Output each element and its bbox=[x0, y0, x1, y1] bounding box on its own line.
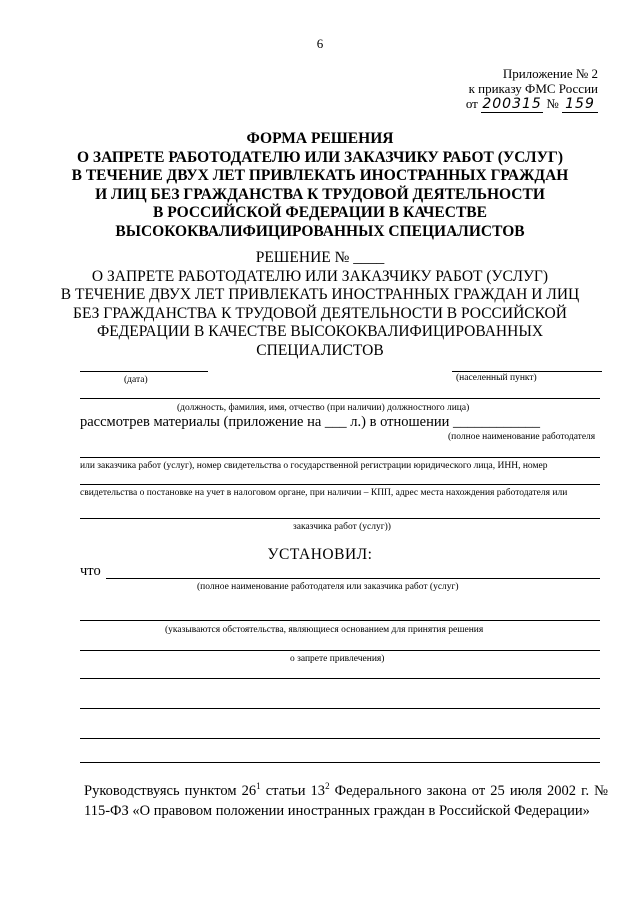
circumstances-caption: (указываются обстоятельства, являющиеся основанием для принятия решения bbox=[165, 625, 484, 635]
established-heading: УСТАНОВИЛ: bbox=[267, 546, 373, 563]
blank-field-line[interactable] bbox=[80, 708, 600, 709]
decision-title-line: РЕШЕНИЕ № ____ bbox=[255, 249, 385, 266]
official-field-line[interactable] bbox=[80, 398, 600, 399]
decision-title-line: СПЕЦИАЛИСТОВ bbox=[256, 341, 384, 359]
page-number: 6 bbox=[316, 36, 324, 51]
handwritten-date: 200315 bbox=[482, 96, 542, 112]
blank-field-line[interactable] bbox=[80, 678, 600, 679]
number-prefix: № bbox=[546, 96, 559, 111]
circumstances-field-line[interactable] bbox=[80, 620, 600, 621]
handwritten-number: 159 bbox=[562, 97, 598, 113]
form-title-line: В ТЕЧЕНИЕ ДВУХ ЛЕТ ПРИВЛЕКАТЬ ИНОСТРАННЫХ ГРАЖДАН bbox=[71, 167, 569, 184]
blank-field-line[interactable] bbox=[80, 738, 600, 739]
form-title-line: И ЛИЦ БЕЗ ГРАЖДАНСТВА К ТРУДОВОЙ ДЕЯТЕЛЬНОСТИ bbox=[95, 185, 545, 203]
decision-title-line: В ТЕЧЕНИЕ ДВУХ ЛЕТ ПРИВЛЕКАТЬ ИНОСТРАННЫХ ГРАЖДАН И ЛИЦ bbox=[60, 286, 580, 303]
employer-field-line[interactable] bbox=[80, 484, 600, 485]
form-title-line: В РОССИЙСКОЙ ФЕДЕРАЦИИ В КАЧЕСТВЕ bbox=[153, 204, 487, 221]
appendix-number: Приложение № 2 bbox=[502, 66, 598, 81]
blank-field-line[interactable] bbox=[80, 762, 600, 763]
form-title-line: ВЫСОКОКВАЛИФИЦИРОВАННЫХ СПЕЦИАЛИСТОВ bbox=[115, 222, 525, 240]
form-title-line: ФОРМА РЕШЕНИЯ bbox=[246, 130, 394, 147]
employer-full-caption: (полное наименование работодателя или заказчика работ (услуг) bbox=[197, 582, 459, 592]
locality-field-line[interactable] bbox=[452, 371, 602, 372]
date-caption: (дата) bbox=[124, 375, 148, 385]
ban-caption: о запрете привлечения) bbox=[290, 654, 385, 664]
employer-field-line[interactable] bbox=[80, 457, 600, 458]
appendix-date-line bbox=[378, 96, 598, 113]
date-field-line[interactable] bbox=[80, 371, 208, 372]
decision-title bbox=[0, 249, 640, 360]
that-word: что bbox=[80, 563, 101, 579]
form-title-line: О ЗАПРЕТЕ РАБОТОДАТЕЛЮ ИЛИ ЗАКАЗЧИКУ РАБОТ (УСЛУГ) bbox=[76, 148, 564, 166]
decision-title-line: ФЕДЕРАЦИИ В КАЧЕСТВЕ ВЫСОКОКВАЛИФИЦИРОВАННЫХ bbox=[96, 323, 544, 340]
circumstances-field-line[interactable] bbox=[80, 650, 600, 651]
employer-caption-cont: свидетельства о постановке на учет в налоговом органе, при наличии – КПП, адрес места нахождения работодателя или bbox=[80, 488, 568, 498]
date-prefix: от bbox=[465, 96, 478, 111]
appendix-order: к приказу ФМС России bbox=[468, 81, 598, 96]
form-title bbox=[0, 130, 640, 241]
appendix-block bbox=[378, 66, 598, 113]
employer-caption: (полное наименование работодателя bbox=[448, 432, 596, 442]
employer-field-line[interactable] bbox=[80, 518, 600, 519]
decision-title-line: О ЗАПРЕТЕ РАБОТОДАТЕЛЮ ИЛИ ЗАКАЗЧИКУ РАБОТ (УСЛУГ) bbox=[91, 267, 549, 285]
employer-caption-cont: или заказчика работ (услуг), номер свидетельства о государственной регистрации юридического лица, ИНН, номер bbox=[80, 461, 548, 471]
decision-title-line: БЕЗ ГРАЖДАНСТВА К ТРУДОВОЙ ДЕЯТЕЛЬНОСТИ В РОССИЙСКОЙ bbox=[73, 304, 567, 322]
locality-caption: (населенный пункт) bbox=[456, 373, 537, 383]
employer-caption-cont: заказчика работ (услуг)) bbox=[293, 522, 391, 532]
employer-full-field-line[interactable] bbox=[106, 578, 600, 579]
legal-basis-paragraph: Руководствуясь пунктом $26^1$ статьи $13^2$ Федерального закона от 25 июля 2002 г. № 115-ФЗ «О правовом положении иностранных граждан в Российской Федерации» bbox=[84, 781, 608, 819]
reviewed-text: рассмотрев материалы (приложение на ___ л.) в отношении ____________ bbox=[80, 414, 541, 430]
official-caption: (должность, фамилия, имя, отчество (при наличии) должностного лица) bbox=[177, 403, 470, 413]
